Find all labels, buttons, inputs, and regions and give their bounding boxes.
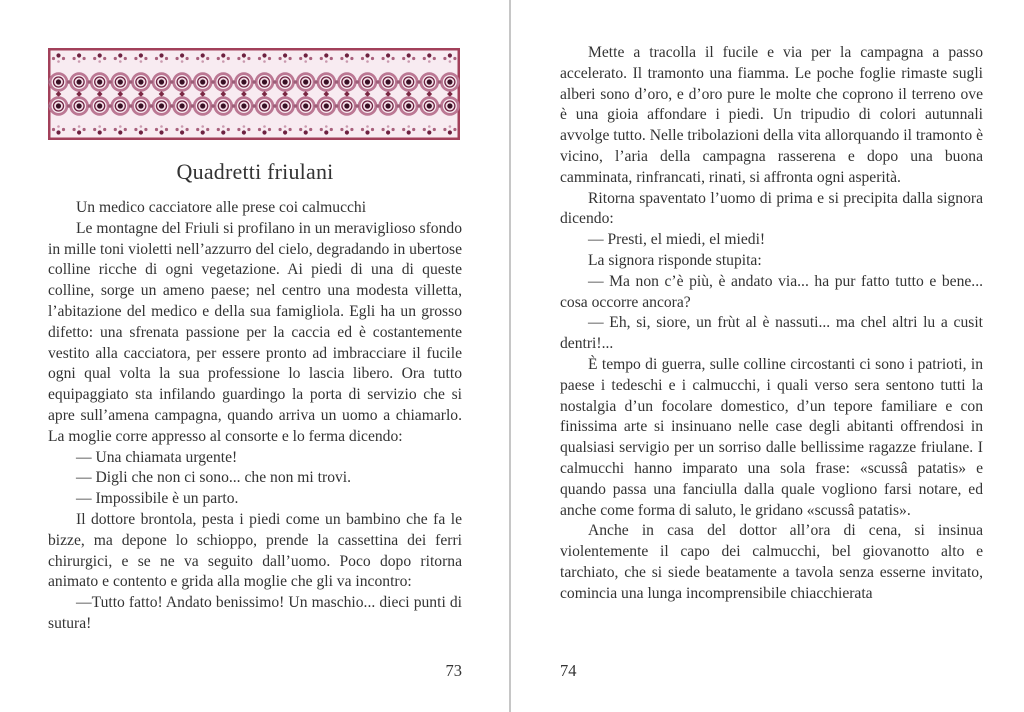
paragraph: È tempo di guerra, sulle colline circostanti ci sono i patrioti, in paese i tedeschi e i calmucchi, i quali verso sera sentono tutti la nostalgia d’un focolare domestico, d’un tepore familiare e con finissima arte si insinuano nelle case degli abitanti offrendosi in qualsiasi servigio per un sorriso dalle bellissime ragazze friulane. I calmucchi hanno imparato una sola frase: «scussâ patatis» e quando passa una fanciulla dalla quale vogliono farsi notare, ed anche come forma di saluto, le gridano «scussâ patatis». (560, 355, 983, 519)
paragraph-dialogue: — Impossibile è un parto. (76, 490, 239, 508)
paragraph: Il dottore brontola, pesta i piedi come un bambino che fa le bizze, ma depone lo schioppo, prende la cassettina dei ferri chirurgici, e se ne va seguito dall’uomo. Poco dopo ritorna animato e contento e grida alla moglie che gli va incontro: (48, 510, 462, 591)
paragraph: La signora risponde stupita: (588, 251, 762, 269)
paragraph-dialogue: — Eh, si, siore, un frùt al è nassuti... ma chel altri lu a cusit dentri!... (560, 314, 983, 353)
ornament-border (49, 49, 459, 139)
page-number-right: 74 (560, 661, 577, 680)
paragraph: Mette a tracolla il fucile e via per la campagna a passo accelerato. Il tramonto una fiamma. Le poche foglie rimaste sugli alberi sono d’oro, e d’oro pure le molte che coprono il terreno ove è una gioia affondare i piedi. Un tripudio di colori autunnali avvolge tutto. Nelle tribolazioni della vita allorquando il tramonto è vicino, l’aria della campagna rasserena e dopo una buona camminata, rinfrancati, rinati, si affronta ogni asperità. (560, 44, 983, 186)
chapter-title: Quadretti friulani (176, 159, 334, 184)
paragraph: Ritorna spaventato l’uomo di prima e si precipita dalla signora dicendo: (560, 189, 983, 228)
page-gutter-divider (509, 0, 511, 712)
paragraph-dialogue: — Una chiamata urgente! (76, 448, 238, 466)
paragraph-dialogue: —Tutto fatto! Andato benissimo! Un maschio... dieci punti di sutura! (48, 594, 462, 632)
paragraph-dialogue: — Digli che non ci sono... che non mi trovi. (76, 469, 352, 487)
paragraph-dialogue: — Ma non c’è più, è andato via... ha pur fatto tutto e bene... cosa occorre ancora? (560, 272, 983, 311)
paragraph-dialogue: — Presti, el miedi, el miedi! (588, 231, 766, 249)
paragraph: Anche in casa del dottor all’ora di cena, si insinua violentemente il capo dei calmucchi, bel giovanotto alto e tarchiato, che si siede beatamente a tavola senza esserne invitato, comincia una lunga incomprensibile chiacchierata (560, 522, 983, 602)
right-page (560, 43, 983, 605)
left-page (48, 48, 462, 635)
ornament-band-image (48, 48, 460, 140)
paragraph-kicker: Un medico cacciatore alle prese coi calmucchi (76, 199, 367, 216)
paragraph: Le montagne del Friuli si profilano in un meraviglioso sfondo in mille toni violetti nell’azzurro del cielo, degradando in ubertose colline ricche di ogni vegetazione. Ai piedi di una di queste colline, sorge un ameno paese; nel centro una modesta villetta, l’abitazione del medico e della sua famigliola. Egli ha un grosso difetto: una sfrenata passione per la caccia ed è costantemente vestito alla cacciatora, per essere pronto ad imbracciare il fucile ogni qual volta la sua professione lo lascia libero. Ora tutto equipaggiato sta infilando guardingo la porta di servizio che si apre sull’amena campagna, quando arriva un uomo a chiamarlo. La moglie corre appresso al consorte e lo ferma dicendo: (48, 219, 462, 445)
page-number-left: 73 (445, 661, 462, 680)
